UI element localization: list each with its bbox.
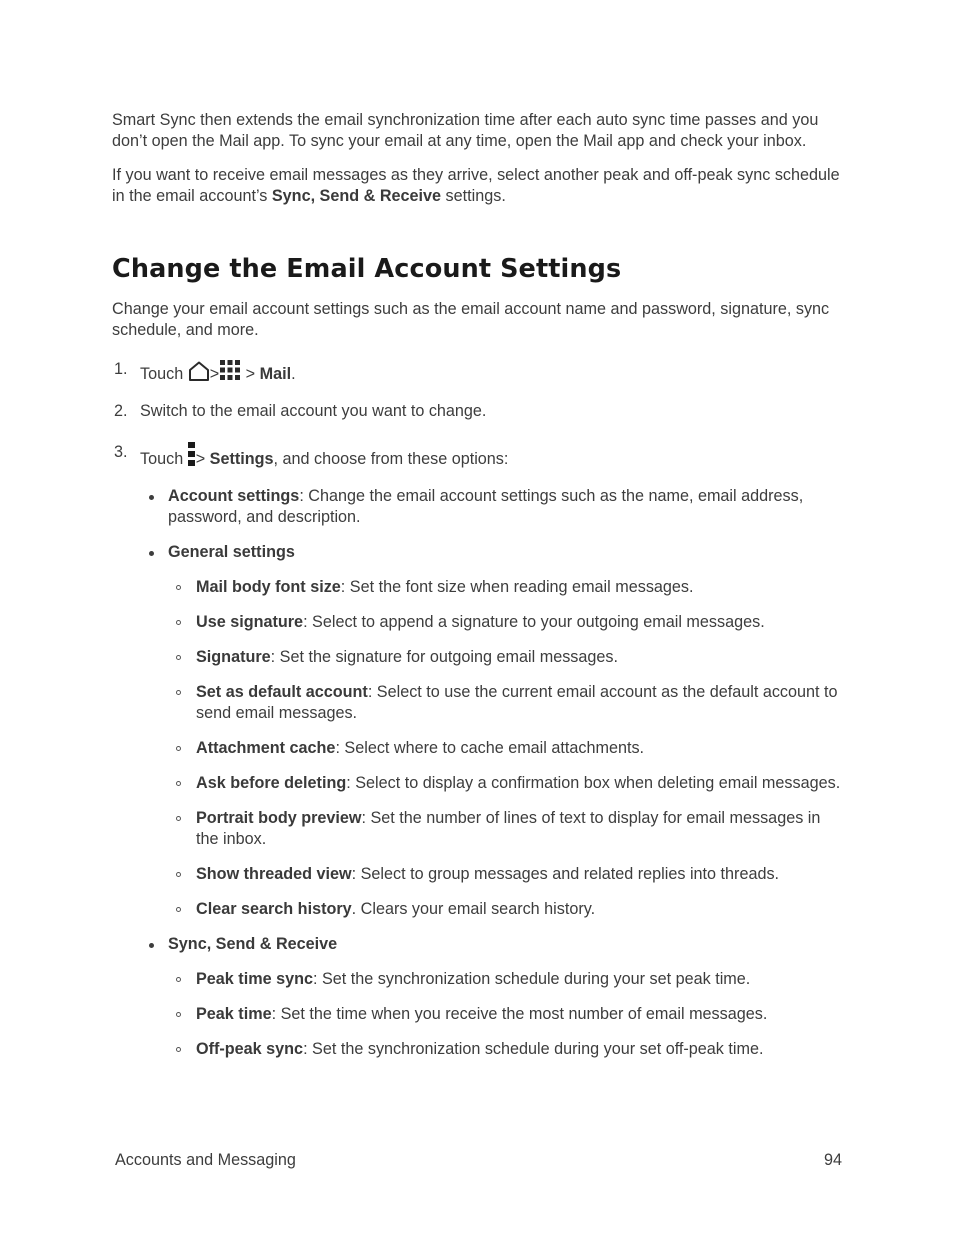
list-item-sync-send-receive xyxy=(112,934,842,955)
option-desc: : Select to use the current email account as the default account to send email messages. xyxy=(196,683,838,722)
bullet xyxy=(149,943,154,948)
document-page xyxy=(112,110,842,1074)
option-label: Show threaded view xyxy=(196,865,352,883)
list-item xyxy=(112,808,842,850)
step-bold-text: Settings xyxy=(209,450,274,468)
list-item-account-settings xyxy=(112,486,842,528)
bullet xyxy=(176,816,181,821)
section-title: Change the Email Account Settings xyxy=(112,254,622,284)
footer-section-name: Accounts and Messaging xyxy=(115,1151,296,1169)
option-label: Peak time sync xyxy=(196,970,313,988)
bullet xyxy=(176,872,181,877)
option-desc: . Clears your email search history. xyxy=(351,900,596,918)
page-number: 94 xyxy=(823,1151,842,1169)
option-desc: : Set the synchronization schedule during your set off-peak time. xyxy=(303,1040,764,1058)
option-label: Clear search history xyxy=(196,900,352,918)
option-label: Set as default account xyxy=(196,683,368,701)
step-text-end: . xyxy=(291,365,296,383)
para-text: If you want to receive email messages as they arrive, select another peak and off-peak sync schedule in the email account’s xyxy=(112,166,840,205)
bullet xyxy=(149,495,154,500)
step-text: Switch to the email account you want to change. xyxy=(140,402,487,420)
bullet xyxy=(176,781,181,786)
option-desc: : Set the font size when reading email messages. xyxy=(340,578,694,596)
list-item xyxy=(112,969,842,990)
option-label: Off-peak sync xyxy=(196,1040,304,1058)
more-vertical-icon xyxy=(188,442,196,472)
home-icon xyxy=(188,361,210,387)
option-label: Use signature xyxy=(196,613,304,631)
option-label: Sync, Send & Receive xyxy=(168,935,338,953)
option-desc: : Select where to cache email attachments. xyxy=(335,739,645,757)
option-label: Signature xyxy=(196,648,271,666)
step-number: 3. xyxy=(114,443,128,461)
list-item xyxy=(112,682,842,724)
bullet xyxy=(176,655,181,660)
bullet xyxy=(176,1047,181,1052)
separator: > xyxy=(245,365,256,383)
list-item xyxy=(112,899,842,920)
option-label: Peak time xyxy=(196,1005,272,1023)
intro-paragraph-1: Smart Sync then extends the email synchronization time after each auto sync time passes and you don’t open the Mail app. To sync your email at any time, open the Mail app and check your inbox. xyxy=(112,111,819,150)
list-item xyxy=(112,1039,842,1060)
separator: > xyxy=(195,450,206,468)
option-desc: : Set the number of lines of text to display for email messages in the inbox. xyxy=(196,809,821,848)
list-item xyxy=(112,738,842,759)
section-intro: Change your email account settings such as the email account name and password, signature, sync schedule, and more. xyxy=(112,300,830,339)
bullet xyxy=(176,977,181,982)
option-desc: : Select to group messages and related replies into threads. xyxy=(351,865,780,883)
option-desc: : Select to display a confirmation box when deleting email messages. xyxy=(346,774,841,792)
option-label: Portrait body preview xyxy=(196,809,362,827)
list-item xyxy=(112,773,842,794)
step-text-end: , and choose from these options: xyxy=(273,450,509,468)
para-bold-text: Sync, Send & Receive xyxy=(271,187,442,205)
apps-grid-icon xyxy=(219,359,241,387)
page-footer xyxy=(115,1150,842,1171)
step-text: Touch xyxy=(140,365,184,383)
bullet xyxy=(149,551,154,556)
list-item xyxy=(112,577,842,598)
step-text: Touch xyxy=(140,450,184,468)
bullet xyxy=(176,907,181,912)
para-text: settings. xyxy=(441,187,506,205)
step-bold-text: Mail xyxy=(259,365,292,383)
option-desc: : Select to append a signature to your outgoing email messages. xyxy=(303,613,765,631)
bullet xyxy=(176,746,181,751)
list-item-general-settings xyxy=(112,542,842,563)
option-label: Account settings xyxy=(168,487,300,505)
option-desc: : Set the synchronization schedule during your set peak time. xyxy=(312,970,751,988)
option-label: Ask before deleting xyxy=(196,774,347,792)
option-label: Attachment cache xyxy=(196,739,336,757)
step-number: 1. xyxy=(114,360,128,378)
step-1 xyxy=(112,359,842,387)
separator: > xyxy=(209,365,220,383)
list-item xyxy=(112,1004,842,1025)
step-2 xyxy=(112,401,842,422)
step-3 xyxy=(112,442,842,472)
list-item xyxy=(112,612,842,633)
option-desc: : Change the email account settings such as the name, email address, password, and description. xyxy=(168,487,804,526)
step-number: 2. xyxy=(114,402,128,420)
bullet xyxy=(176,620,181,625)
option-desc: : Set the time when you receive the most number of email messages. xyxy=(271,1005,768,1023)
list-item xyxy=(112,864,842,885)
bullet xyxy=(176,1012,181,1017)
option-desc: : Set the signature for outgoing email messages. xyxy=(270,648,618,666)
bullet xyxy=(176,585,181,590)
option-label: General settings xyxy=(168,543,295,561)
list-item xyxy=(112,647,842,668)
option-label: Mail body font size xyxy=(196,578,341,596)
bullet xyxy=(176,690,181,695)
intro-paragraph-2 xyxy=(112,165,842,207)
